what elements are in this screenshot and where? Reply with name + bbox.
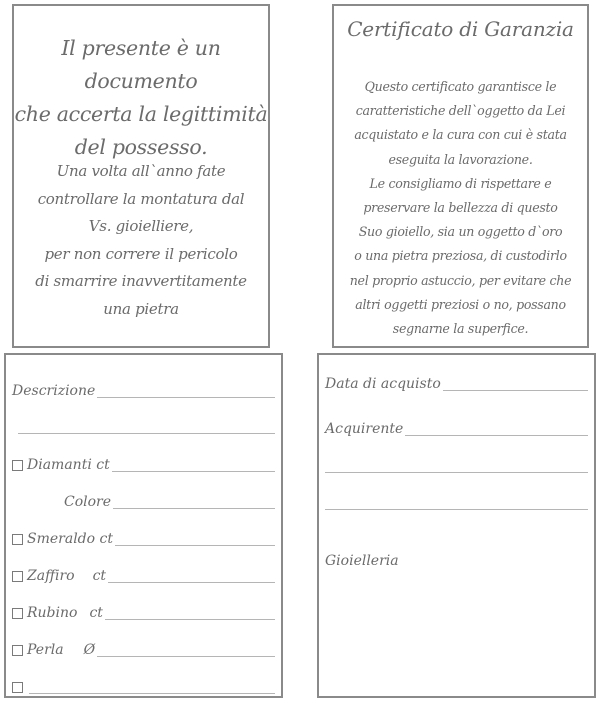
- rubino-field[interactable]: [12, 599, 275, 623]
- other-stone-input-line[interactable]: [29, 692, 275, 694]
- other-stone-checkbox[interactable]: [12, 682, 23, 693]
- smeraldo-input-line[interactable]: [115, 544, 275, 546]
- body-line: preservare la bellezza di questo: [363, 200, 558, 216]
- rubino-label: Rubino: [27, 605, 78, 621]
- descrizione-field[interactable]: [12, 377, 275, 401]
- perla-label: Perla: [27, 642, 64, 658]
- data-acquisto-input-line[interactable]: [443, 389, 588, 391]
- acquirente-extra-field-1[interactable]: [325, 452, 588, 476]
- descrizione-extra-line[interactable]: [18, 432, 275, 434]
- rubino-input-line[interactable]: [105, 618, 275, 620]
- colore-input-line[interactable]: [113, 507, 275, 509]
- diamanti-field[interactable]: [12, 451, 275, 475]
- maintenance-note: [14, 158, 268, 323]
- body-line: Le consigliamo di rispettare e: [369, 175, 552, 191]
- info-panel: [12, 4, 270, 348]
- purchase-details-form: [317, 353, 596, 698]
- rubino-unit: ct: [89, 605, 103, 621]
- certificate-panel: [332, 4, 589, 348]
- data-acquisto-label: Data di acquisto: [325, 376, 441, 392]
- other-stone-field[interactable]: [12, 673, 275, 697]
- certificate-title: Certificato di Garanzia: [347, 17, 574, 41]
- heading-line: che accerta la legittimità: [14, 102, 268, 126]
- colore-label: Colore: [64, 494, 112, 510]
- diamanti-checkbox[interactable]: [12, 460, 23, 471]
- descrizione-extra-field[interactable]: [18, 413, 275, 437]
- descrizione-label: Descrizione: [12, 383, 96, 399]
- rubino-checkbox[interactable]: [12, 608, 23, 619]
- perla-field[interactable]: [12, 636, 275, 660]
- perla-diameter-symbol: Ø: [83, 642, 96, 658]
- colore-field[interactable]: [64, 488, 275, 512]
- acquirente-field[interactable]: [325, 415, 588, 439]
- acquirente-label: Acquirente: [325, 421, 404, 437]
- body-line: caratteristiche dell`oggetto da Lei: [355, 103, 566, 119]
- note-line: Una volta all`anno fate: [56, 162, 226, 180]
- body-line: acquistato e la cura con cui è stata: [354, 127, 567, 143]
- possession-heading: [14, 32, 268, 164]
- descrizione-input-line[interactable]: [97, 396, 275, 398]
- note-line: Vs. gioielliere,: [88, 217, 194, 235]
- body-line: nel proprio astuccio, per evitare che: [349, 272, 572, 288]
- acquirente-extra-field-2[interactable]: [325, 489, 588, 513]
- zaffiro-field[interactable]: [12, 562, 275, 586]
- body-line: o una pietra preziosa, di custodirlo: [354, 248, 567, 264]
- acquirente-input-line[interactable]: [405, 434, 588, 436]
- perla-checkbox[interactable]: [12, 645, 23, 656]
- acquirente-extra-line[interactable]: [325, 471, 588, 473]
- acquirente-extra-line[interactable]: [325, 508, 588, 510]
- smeraldo-checkbox[interactable]: [12, 534, 23, 545]
- smeraldo-field[interactable]: [12, 525, 275, 549]
- smeraldo-label: Smeraldo ct: [27, 531, 113, 547]
- body-line: Suo gioiello, sia un oggetto d`oro: [358, 224, 563, 240]
- zaffiro-input-line[interactable]: [108, 581, 275, 583]
- item-details-form: [4, 353, 283, 698]
- body-line: Questo certificato garantisce le: [364, 79, 557, 94]
- perla-input-line[interactable]: [97, 655, 275, 657]
- zaffiro-label: Zaffiro: [27, 568, 75, 584]
- body-line: segnarne la superfice.: [392, 321, 529, 337]
- heading-line: Il presente è un documento: [61, 36, 221, 93]
- gioielleria-label: Gioielleria: [325, 553, 399, 569]
- zaffiro-unit: ct: [92, 568, 107, 584]
- note-line: controllare la montatura dal: [37, 189, 245, 208]
- zaffiro-checkbox[interactable]: [12, 571, 23, 582]
- note-line: per non correre il pericolo: [44, 244, 238, 263]
- body-line: eseguita la lavorazione.: [388, 151, 533, 167]
- heading-line: del possesso.: [74, 135, 208, 159]
- diamanti-input-line[interactable]: [112, 470, 275, 472]
- body-line: altri oggetti preziosi o no, possano: [355, 296, 566, 312]
- diamanti-label: Diamanti ct: [27, 457, 110, 473]
- certificate-body: [334, 75, 587, 341]
- note-line: di smarrire inavvertitamente: [35, 272, 247, 290]
- note-line: una pietra: [103, 299, 179, 318]
- data-acquisto-field[interactable]: [325, 370, 588, 394]
